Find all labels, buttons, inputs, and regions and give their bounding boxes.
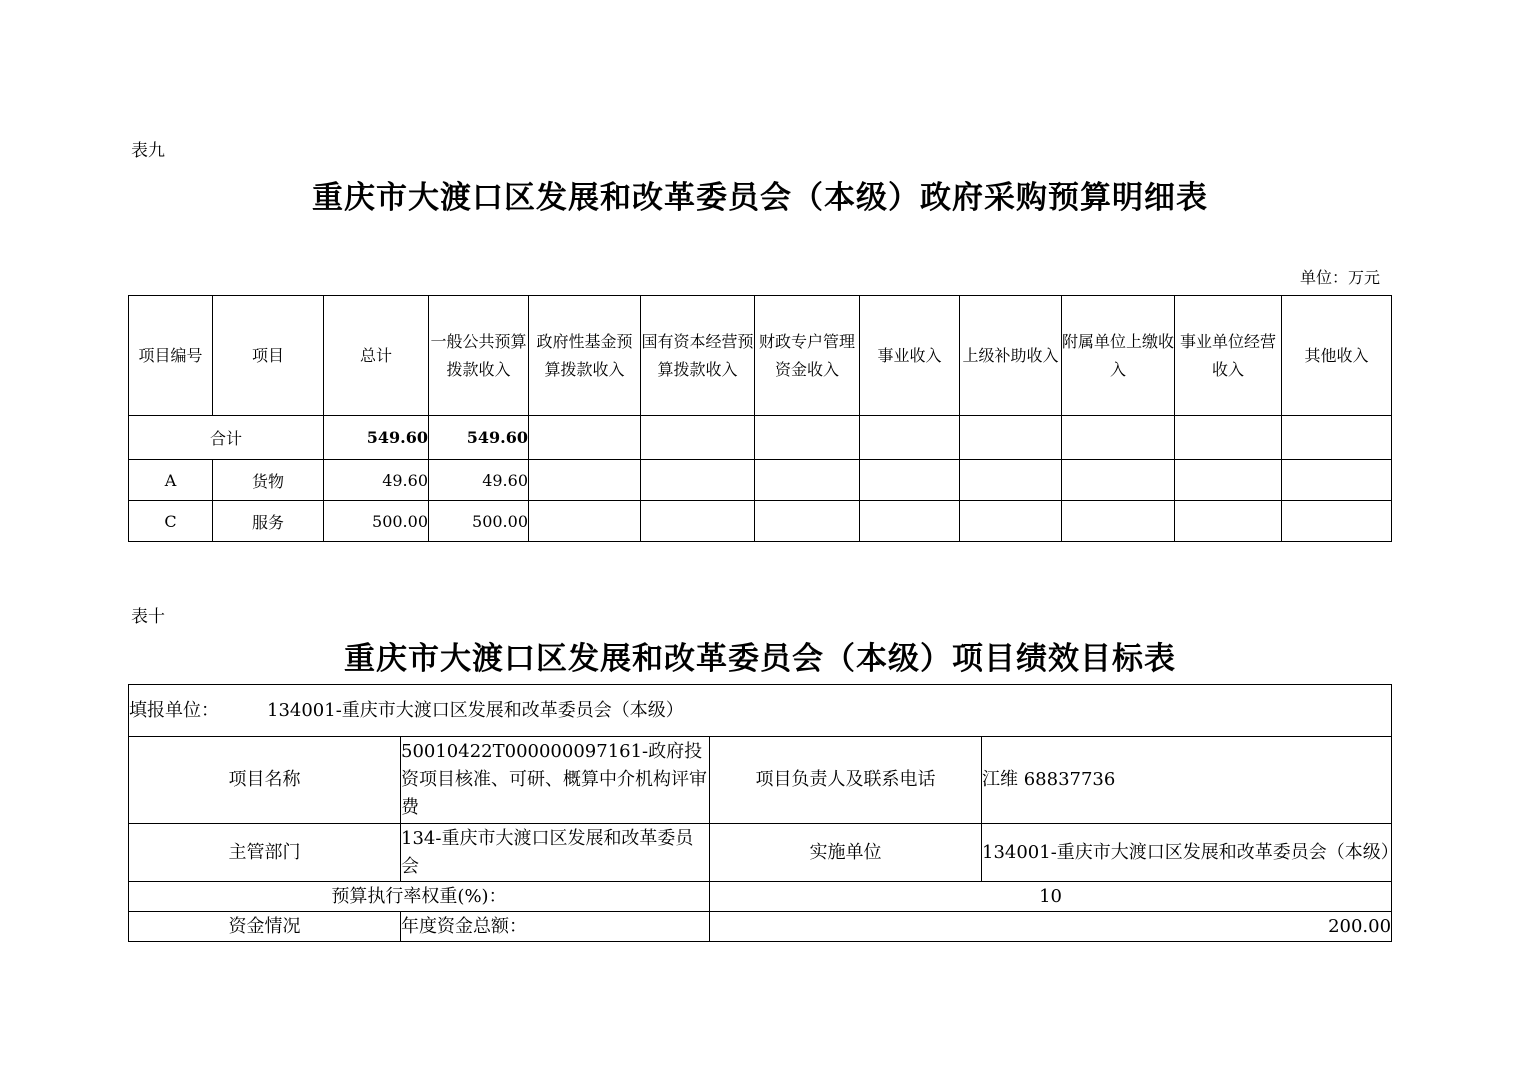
- unit-label: 单位：万元: [1300, 268, 1381, 287]
- weight-label: 预算执行率权重(%)：: [129, 882, 710, 912]
- empty-cell: [641, 460, 755, 501]
- weight-row: [129, 882, 1392, 912]
- header-cell: 附属单位上缴收入: [1062, 296, 1175, 416]
- contact-label: 项目负责人及联系电话: [710, 737, 982, 824]
- total-amount: 549.60: [324, 416, 429, 460]
- header-cell: 项目编号: [129, 296, 213, 416]
- empty-cell: [1282, 501, 1392, 542]
- empty-cell: [1062, 501, 1175, 542]
- contact-value: 江维 68837736: [982, 737, 1392, 824]
- empty-cell: [860, 501, 960, 542]
- project-name-label: 项目名称: [129, 737, 401, 824]
- item-name: 服务: [213, 501, 324, 542]
- item-total: 49.60: [324, 460, 429, 501]
- reporting-unit-cell: [129, 685, 1392, 737]
- item-code: C: [129, 501, 213, 542]
- reporting-unit-row: [129, 685, 1392, 737]
- total-label: 合计: [129, 416, 324, 460]
- funds-label: 资金情况: [129, 912, 401, 942]
- empty-cell: [1282, 460, 1392, 501]
- implementing-unit-label: 实施单位: [710, 824, 982, 882]
- table-header-row: [129, 296, 1392, 416]
- performance-target-table: [128, 684, 1399, 942]
- implementing-unit-value: 134001-重庆市大渡口区发展和改革委员会（本级）: [982, 824, 1392, 882]
- department-row: [129, 824, 1392, 882]
- empty-cell: [755, 501, 860, 542]
- header-cell: 财政专户管理资金收入: [755, 296, 860, 416]
- annual-funds-label: 年度资金总额：: [401, 912, 710, 942]
- empty-cell: [755, 460, 860, 501]
- header-cell: 政府性基金预算拨款收入: [529, 296, 641, 416]
- header-cell: 事业收入: [860, 296, 960, 416]
- total-row: [129, 416, 1392, 460]
- header-cell: 事业单位经营收入: [1175, 296, 1282, 416]
- header-cell: 国有资本经营预算拨款收入: [641, 296, 755, 416]
- table-row: [129, 501, 1392, 542]
- procurement-budget-table: [128, 295, 1392, 542]
- empty-cell: [755, 416, 860, 460]
- department-label: 主管部门: [129, 824, 401, 882]
- department-value: 134-重庆市大渡口区发展和改革委员会: [401, 824, 710, 882]
- annual-funds-value: 200.00: [710, 912, 1392, 942]
- item-code: A: [129, 460, 213, 501]
- table9-label: 表九: [131, 141, 165, 161]
- project-name-value: 50010422T000000097161-政府投资项目核准、可研、概算中介机构评审费: [401, 737, 710, 824]
- weight-value: 10: [710, 882, 1392, 912]
- reporting-unit-value: 134001-重庆市大渡口区发展和改革委员会（本级）: [267, 699, 684, 721]
- header-cell: 总计: [324, 296, 429, 416]
- empty-cell: [1282, 416, 1392, 460]
- item-general-budget: 49.60: [429, 460, 529, 501]
- table10-label: 表十: [131, 607, 165, 627]
- header-cell: 上级补助收入: [960, 296, 1062, 416]
- header-cell: 一般公共预算拨款收入: [429, 296, 529, 416]
- empty-cell: [860, 416, 960, 460]
- empty-cell: [1175, 416, 1282, 460]
- empty-cell: [1175, 501, 1282, 542]
- empty-cell: [860, 460, 960, 501]
- item-total: 500.00: [324, 501, 429, 542]
- empty-cell: [960, 460, 1062, 501]
- empty-cell: [529, 501, 641, 542]
- header-cell: 其他收入: [1282, 296, 1392, 416]
- empty-cell: [960, 501, 1062, 542]
- empty-cell: [1062, 460, 1175, 501]
- table9-title: 重庆市大渡口区发展和改革委员会（本级）政府采购预算明细表: [312, 180, 1208, 216]
- empty-cell: [529, 416, 641, 460]
- empty-cell: [960, 416, 1062, 460]
- project-name-row: [129, 737, 1392, 824]
- table-row: [129, 460, 1392, 501]
- table10-title: 重庆市大渡口区发展和改革委员会（本级）项目绩效目标表: [344, 641, 1176, 677]
- empty-cell: [529, 460, 641, 501]
- funds-row: [129, 912, 1392, 942]
- total-general-budget: 549.60: [429, 416, 529, 460]
- header-cell: 项目: [213, 296, 324, 416]
- item-general-budget: 500.00: [429, 501, 529, 542]
- empty-cell: [641, 416, 755, 460]
- empty-cell: [641, 501, 755, 542]
- empty-cell: [1062, 416, 1175, 460]
- empty-cell: [1175, 460, 1282, 501]
- reporting-unit-label: 填报单位：: [129, 699, 219, 721]
- item-name: 货物: [213, 460, 324, 501]
